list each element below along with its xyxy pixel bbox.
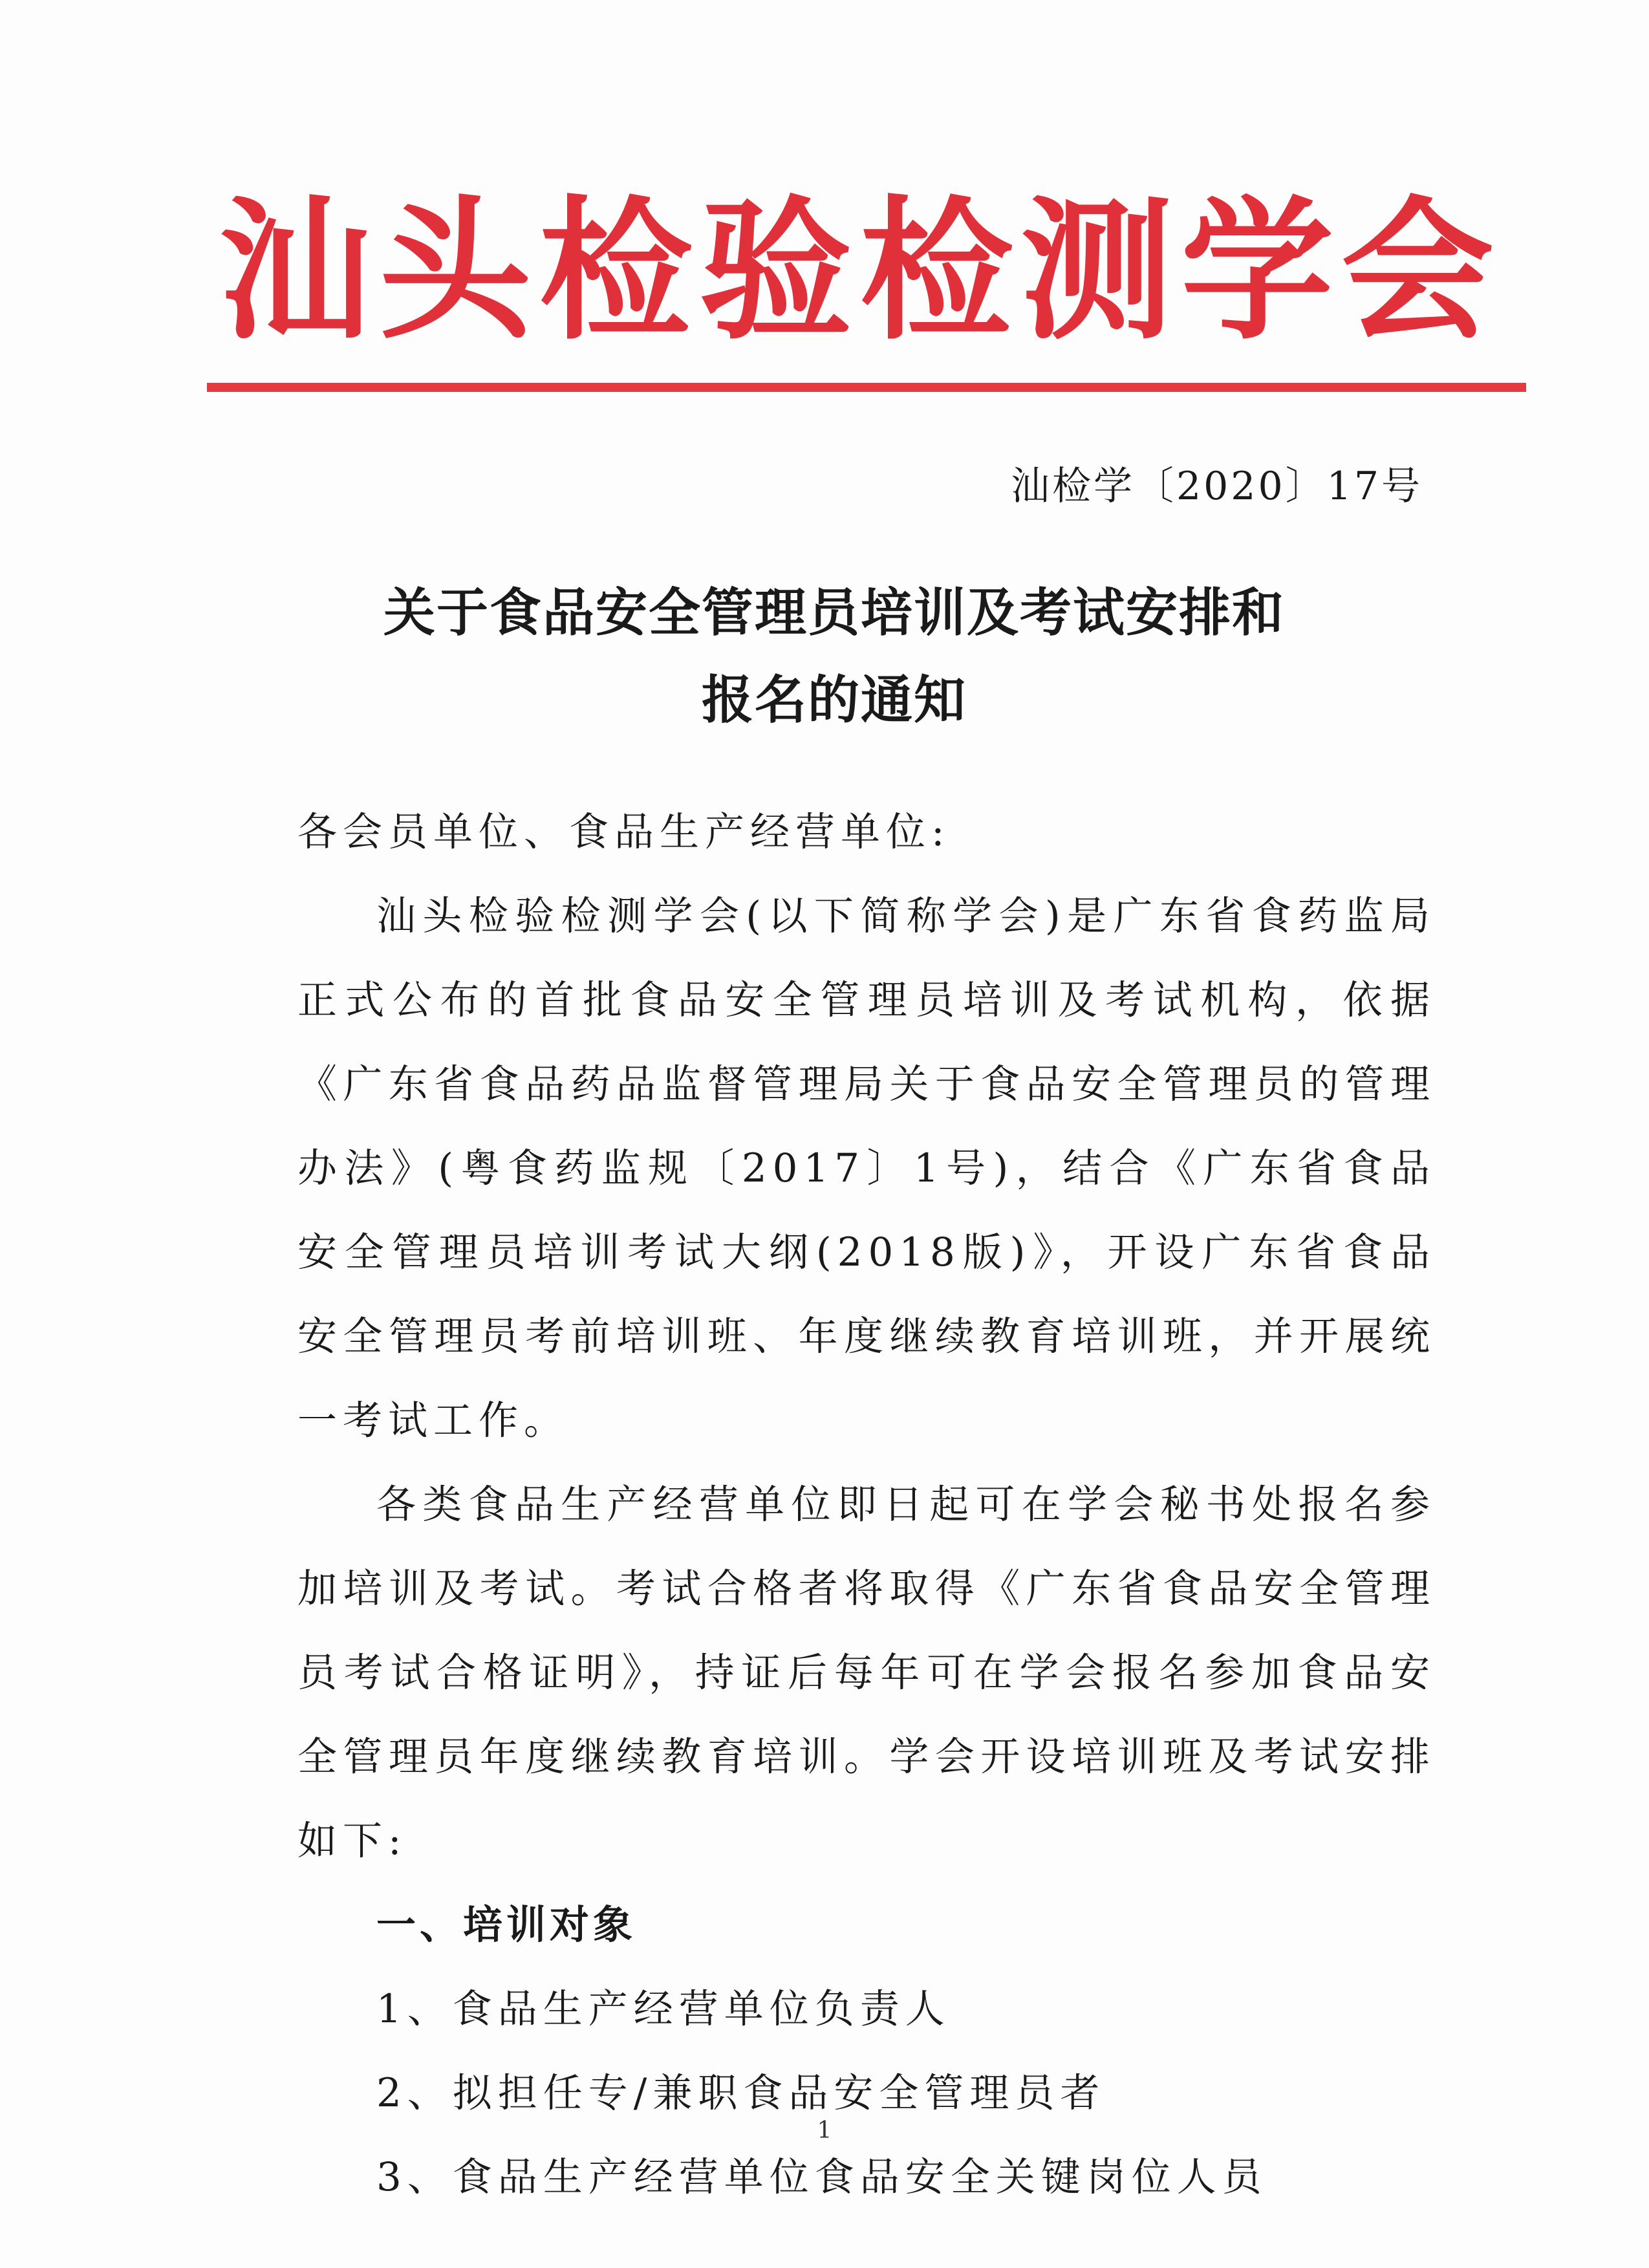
document-body [297, 790, 1436, 2219]
masthead-red-rule [207, 383, 1526, 392]
paragraph-2: 各类食品生产经营单位即日起可在学会秘书处报名参加培训及考试。考试合格者将取得《广东省食品安全管理员考试合格证明》，持证后每年可在学会报名参加食品安全管理员年度继续教育培训。学会开设培训班及考试安排如下: [297, 1482, 1436, 1864]
salutation: 各会员单位、食品生产经营单位: [297, 809, 951, 855]
document-title [207, 569, 1461, 744]
list-item: 3、食品生产经营单位食品安全关键岗位人员 [376, 2154, 1267, 2200]
page-number: 1 [817, 2117, 832, 2144]
paragraph-1: 汕头检验检测学会(以下简称学会)是广东省食药监局正式公布的首批食品安全管理员培训及考试机构，依据《广东省食品药品监督管理局关于食品安全管理员的管理办法》(粤食药监规〔2017〕1号)，结合《广东省食品安全管理员培训考试大纲(2018版)》，开设广东省食品安全管理员考前培训班、年度继续教育培训班，并开展统一考试工作。 [297, 893, 1436, 1443]
title-line-2: 报名的通知 [702, 670, 967, 730]
list-item: 1、食品生产经营单位负责人 [376, 1986, 951, 2032]
title-line-1: 关于食品安全管理员培训及考试安排和 [383, 583, 1285, 643]
list-item: 2、拟担任专/兼职食品安全管理员者 [376, 2070, 1106, 2116]
org-masthead: 汕头检验检测学会 [218, 182, 1502, 360]
document-number: 汕检学〔2020〕17号 [1010, 464, 1423, 509]
section-heading-training-targets: 一、培训对象 [376, 1902, 637, 1948]
